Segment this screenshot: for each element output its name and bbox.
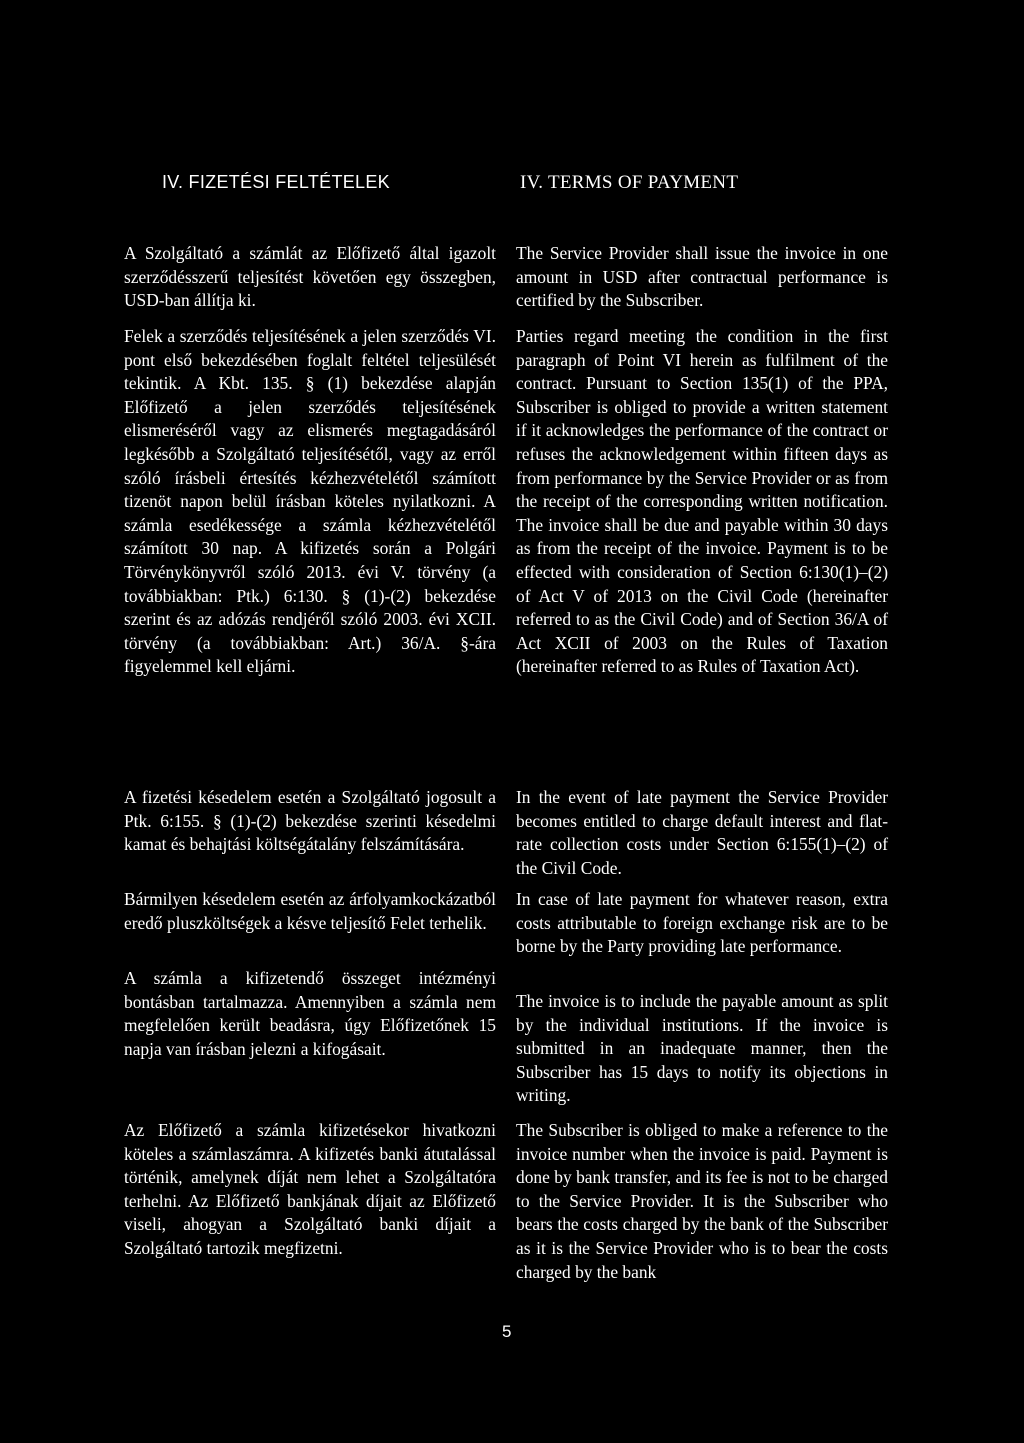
- en-paragraph-performance-certification: Parties regard meeting the condition in the first paragraph of Point VI herein as fulfilment of the contract. Pursuant to Section 135(1) of the PPA, Subscriber is obliged to provide a written statement if it acknowledges the performance of the contract or refuses the acknowledgement within fifteen days as from performance by the Service Provider or as from the receipt of the corresponding written notification. The invoice shall be due and payable within 30 days as from the receipt of the invoice. Payment is to be effected with consideration of Section 6:130(1)–(2) of Act V of 2013 on the Civil Code (hereinafter referred to as the Civil Code) and of Section 36/A of Act XCII of 2003 on the Rules of Taxation (hereinafter referred to as Rules of Taxation Act).: [516, 326, 888, 677]
- en-paragraph-bank-transfer: The Subscriber is obliged to make a reference to the invoice number when the invoice is paid. Payment is done by bank transfer, and its fee is not to be charged to the Service Provider. It is the Subscriber who bears the costs charged by the bank of the Subscriber as it is the Service Provider who is to bear the costs charged by the bank: [516, 1120, 888, 1282]
- en-paragraph-invoice-content: The invoice is to include the payable amount as split by the individual institutions. If the invoice is submitted in an inadequate manner, then the Subscriber has 15 days to notify its objections in writing.: [516, 991, 888, 1106]
- hu-paragraph-performance-certification: Felek a szerződés teljesítésének a jelen szerződés VI. pont első bekezdésében foglalt feltétel teljesülését tekintik. A Kbt. 135. § (1) bekezdése alapján Előfizető a jelen szerződés teljesítésének elismeréséről vagy az elismerés megtagadásáról legkésőbb a Szolgáltató teljesítésétől, vagy az erről szóló írásbeli értesítés kézhezvételétől számított tizenöt napon belül írásban köteles nyilatkozni. A számla esedékessége a számla kézhezvételétől számított 30 nap. A kifizetés során a Polgári Törvénykönyvről szóló 2013. évi V. törvény (a továbbiakban: Ptk.) 6:130. § (1)-(2) bekezdése szerint és az adózás rendjéről szóló 2003. évi XCII. törvény (a továbbiakban: Art.) 36/A. §-ára figyelemmel kell eljárni.: [124, 326, 496, 677]
- section-heading-english: IV. TERMS OF PAYMENT: [520, 172, 739, 193]
- en-paragraph-exchange-risk: In case of late payment for whatever reason, extra costs attributable to foreign exchange risk are to be borne by the Party providing late performance.: [516, 889, 888, 957]
- hu-paragraph-bank-transfer: Az Előfizető a számla kifizetésekor hivatkozni köteles a számlaszámra. A kifizetés banki átutalással történik, amelynek díját nem lehet a Szolgáltatóra terhelni. Az Előfizető bankjának díjait az Előfizető viseli, ahogyan a Szolgáltató banki díjait a Szolgáltató tartozik megfizetni.: [124, 1120, 496, 1258]
- page-number: 5: [502, 1322, 512, 1341]
- section-heading-hungarian: IV. FIZETÉSI FELTÉTELEK: [162, 172, 390, 192]
- en-paragraph-late-payment: In the event of late payment the Service Provider becomes entitled to charge default interest and flat-rate collection costs under Section 6:155(1)–(2) of the Civil Code.: [516, 787, 888, 878]
- hu-paragraph-exchange-risk: Bármilyen késedelem esetén az árfolyamkockázatból eredő pluszköltségek a késve teljesítő Felet terhelik.: [124, 889, 496, 933]
- en-paragraph-invoice-issue: The Service Provider shall issue the invoice in one amount in USD after contractual performance is certified by the Subscriber.: [516, 243, 888, 311]
- hu-paragraph-invoice-issue: A Szolgáltató a számlát az Előfizető által igazolt szerződésszerű teljesítést követően egy összegben, USD-ban állítja ki.: [124, 243, 496, 311]
- hu-paragraph-late-payment: A fizetési késedelem esetén a Szolgáltató jogosult a Ptk. 6:155. § (1)-(2) bekezdése szerinti késedelmi kamat és behajtási költségátalány felszámítására.: [124, 787, 496, 855]
- hu-paragraph-invoice-content: A számla a kifizetendő összeget intézményi bontásban tartalmazza. Amennyiben a számla nem megfelelően került beadásra, úgy Előfizetőnek 15 napja van írásban jelezni a kifogásait.: [124, 968, 496, 1059]
